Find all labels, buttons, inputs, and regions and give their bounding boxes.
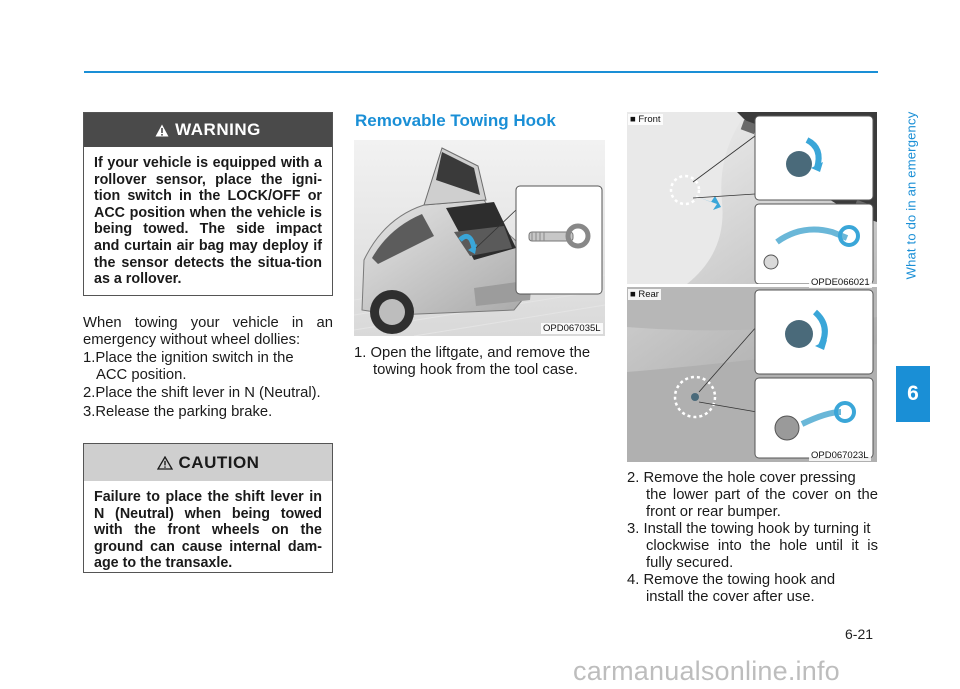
step-text: Remove the hole cover pressing: [643, 470, 856, 486]
intro-paragraph: When towing your vehicle in an emergency without wheel dollies:: [83, 315, 333, 348]
caution-box: [83, 443, 333, 573]
page-number: 6-21: [845, 626, 874, 642]
car-liftgate-image: [354, 140, 605, 336]
warning-triangle-icon: [155, 124, 169, 137]
step-text: Release the parking brake.: [95, 404, 273, 420]
front-figure-code: OPDE066021: [811, 277, 870, 288]
chapter-tab: [899, 26, 923, 364]
bumper-hole-illustration: [627, 112, 877, 462]
right-step-3: [627, 521, 878, 572]
step-number: 1.: [83, 350, 96, 366]
warning-header: [84, 113, 332, 147]
front-label: ■ Front: [630, 114, 661, 125]
chapter-number: 6: [896, 366, 930, 422]
warning-box: [83, 112, 333, 296]
step-number: 3.: [83, 404, 96, 420]
step-text-cont: ACC position.: [96, 367, 187, 383]
step-number: 3.: [627, 521, 640, 537]
caution-header: [84, 444, 332, 481]
section-title: Removable Towing Hook: [355, 111, 556, 130]
watermark: carmanualsonline.info: [573, 656, 840, 686]
left-step-3: [83, 404, 335, 421]
warning-text: If your vehicle is equipped with a rollover sensor, place the igni-tion switch in the LOCK/OFF or ACC position when the vehicle is being towed. The side impact and curtain air bag may deploy if the sensor detects the situa-tion as a rollover.: [94, 155, 322, 288]
right-step-2: [627, 470, 878, 521]
step-text: Remove the towing hook and: [643, 572, 836, 588]
step-text: Place the shift lever in N (Neutral).: [95, 385, 321, 401]
rear-label: ■ Rear: [630, 289, 659, 300]
header-rule: [84, 71, 878, 73]
caution-text: Failure to place the shift lever in N (Neutral) when being towed with the front wheels on the ground can cause internal dam-age to the transaxle.: [94, 489, 322, 572]
step-text: Open the liftgate, and remove the: [370, 345, 591, 361]
right-step-4: [627, 572, 878, 606]
step-text-cont: towing hook from the tool case.: [373, 362, 578, 378]
step-text-cont: clockwise into the hole until it is fully secured.: [646, 538, 878, 571]
step-number: 2.: [627, 470, 640, 486]
step-text-cont: install the cover after use.: [646, 589, 815, 605]
step-text-cont: the lower part of the cover on the front or rear bumper.: [646, 487, 878, 520]
step-text: Install the towing hook by turning it: [643, 521, 871, 537]
step-text: Place the ignition switch in the: [95, 350, 294, 366]
step-number: 4.: [627, 572, 640, 588]
warning-title: WARNING: [175, 120, 261, 139]
figure-code: OPD067035L: [543, 323, 601, 334]
caution-triangle-icon: [157, 456, 173, 470]
left-step-1: [83, 350, 335, 384]
rear-figure-code: OPD067023L: [811, 450, 869, 461]
step-number: 1.: [354, 345, 367, 361]
step-number: 2.: [83, 385, 96, 401]
middle-step-1: [354, 345, 605, 379]
caution-title: CAUTION: [178, 452, 260, 472]
liftgate-illustration: [354, 140, 605, 336]
chapter-title: What to do in an emergency: [903, 111, 919, 279]
left-step-2: [83, 385, 335, 402]
